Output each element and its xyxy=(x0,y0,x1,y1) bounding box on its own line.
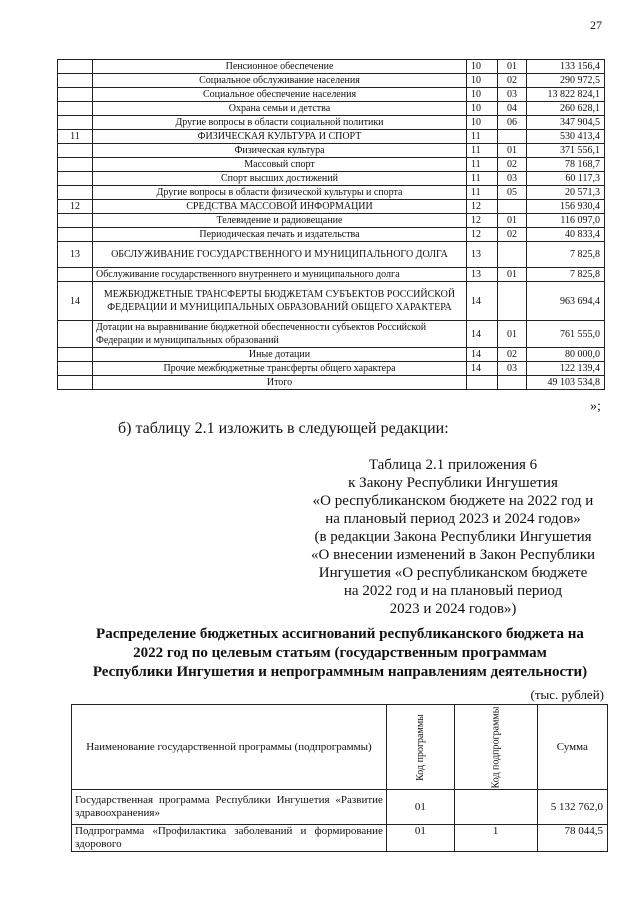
heading-line: Республики Ингушетия и непрограммным направлениям деятельности) xyxy=(92,664,588,680)
header-code-program-text: Код программы xyxy=(414,714,426,781)
section-sum: 13 822 824,1 xyxy=(527,88,605,102)
table-row xyxy=(58,144,605,158)
section-name: Периодическая печать и издательства xyxy=(93,228,467,242)
section-number xyxy=(58,158,93,172)
section-sum: 49 103 534,8 xyxy=(527,376,605,390)
caption-line: (в редакции Закона Республики Ингушетия xyxy=(314,529,592,545)
section-sum: 133 156,4 xyxy=(527,60,605,74)
section-name: Телевидение и радиовещание xyxy=(93,214,467,228)
section-code: 12 xyxy=(467,228,498,242)
section-sum: 371 556,1 xyxy=(527,144,605,158)
caption-line: на плановый период 2023 и 2024 годов» xyxy=(325,511,581,527)
section-name: МЕЖБЮДЖЕТНЫЕ ТРАНСФЕРТЫ БЮДЖЕТАМ СУБЪЕКТОВ РОССИЙСКОЙ ФЕДЕРАЦИИ И МУНИЦИПАЛЬНЫХ ОБРАЗОВАНИЙ ОБЩЕГО ХАРАКТЕРА xyxy=(93,282,467,321)
section-name: Социальное обслуживание населения xyxy=(93,74,467,88)
table-row xyxy=(58,282,605,321)
section-sum: 40 833,4 xyxy=(527,228,605,242)
section-number xyxy=(58,74,93,88)
program-sum: 78 044,5 xyxy=(537,825,607,852)
table-row xyxy=(58,228,605,242)
subsection-code: 02 xyxy=(498,74,527,88)
section-code: 13 xyxy=(467,242,498,268)
section-sum: 116 097,0 xyxy=(527,214,605,228)
section-name: Обслуживание государственного внутреннего и муниципального долга xyxy=(93,268,467,282)
section-number: 13 xyxy=(58,242,93,268)
table-row xyxy=(58,200,605,214)
subprogram-code xyxy=(454,790,537,825)
section-name: Спорт высших достижений xyxy=(93,172,467,186)
section-name: Дотации на выравнивание бюджетной обеспеченности субъектов Российской Федерации и муниципальных образований xyxy=(93,321,467,348)
section-heading xyxy=(70,625,610,682)
table-row xyxy=(58,321,605,348)
program-allocation-table xyxy=(71,704,608,852)
section-number: 14 xyxy=(58,282,93,321)
section-sum: 78 168,7 xyxy=(527,158,605,172)
subsection-code: 02 xyxy=(498,348,527,362)
section-sum: 7 825,8 xyxy=(527,268,605,282)
section-sum: 963 694,4 xyxy=(527,282,605,321)
program-name: Подпрограмма «Профилактика заболеваний и формирование здорового xyxy=(72,825,387,852)
table-row xyxy=(58,362,605,376)
section-sum: 290 972,5 xyxy=(527,74,605,88)
subsection-code: 02 xyxy=(498,228,527,242)
section-number xyxy=(58,88,93,102)
heading-line: 2022 год по целевым статьям (государственным программам xyxy=(133,645,547,661)
table-row xyxy=(58,214,605,228)
header-sum: Сумма xyxy=(537,705,607,790)
section-code: 12 xyxy=(467,200,498,214)
table-row xyxy=(58,172,605,186)
subsection-code: 01 xyxy=(498,60,527,74)
subsection-code xyxy=(498,130,527,144)
heading-line: Распределение бюджетных ассигнований республиканского бюджета на xyxy=(96,626,584,642)
table-caption-block xyxy=(300,456,606,618)
header-name: Наименование государственной программы (подпрограммы) xyxy=(72,705,387,790)
section-number xyxy=(58,172,93,186)
header-code-program xyxy=(386,705,454,790)
subsection-code: 06 xyxy=(498,116,527,130)
section-sum: 7 825,8 xyxy=(527,242,605,268)
subsection-code xyxy=(498,242,527,268)
section-number xyxy=(58,348,93,362)
budget-sections-table xyxy=(57,59,605,390)
section-sum: 156 930,4 xyxy=(527,200,605,214)
header-code-subprogram xyxy=(454,705,537,790)
section-name: ОБСЛУЖИВАНИЕ ГОСУДАРСТВЕННОГО И МУНИЦИПАЛЬНОГО ДОЛГА xyxy=(93,242,467,268)
caption-line: 2023 и 2024 годов») xyxy=(389,601,517,617)
section-code: 14 xyxy=(467,282,498,321)
caption-line: «О республиканском бюджете на 2022 год и xyxy=(312,493,594,509)
section-number xyxy=(58,228,93,242)
subsection-code: 01 xyxy=(498,214,527,228)
table-row xyxy=(58,186,605,200)
subsection-code: 05 xyxy=(498,186,527,200)
subsection-code: 03 xyxy=(498,172,527,186)
subsection-code xyxy=(498,282,527,321)
program-sum: 5 132 762,0 xyxy=(537,790,607,825)
program-code: 01 xyxy=(386,825,454,852)
section-number xyxy=(58,186,93,200)
subsection-code: 01 xyxy=(498,268,527,282)
section-number xyxy=(58,214,93,228)
section-code: 11 xyxy=(467,172,498,186)
section-name: Итого xyxy=(93,376,467,390)
section-name: Массовый спорт xyxy=(93,158,467,172)
section-code: 13 xyxy=(467,268,498,282)
section-sum: 20 571,3 xyxy=(527,186,605,200)
subsection-code: 03 xyxy=(498,88,527,102)
section-number xyxy=(58,144,93,158)
table-row xyxy=(72,825,608,852)
section-number: 11 xyxy=(58,130,93,144)
section-sum: 761 555,0 xyxy=(527,321,605,348)
section-name: Другие вопросы в области социальной политики xyxy=(93,116,467,130)
table-row xyxy=(58,60,605,74)
closing-quote: »; xyxy=(590,399,601,414)
section-name: Социальное обеспечение населения xyxy=(93,88,467,102)
section-name: ФИЗИЧЕСКАЯ КУЛЬТУРА И СПОРТ xyxy=(93,130,467,144)
subsection-code: 04 xyxy=(498,102,527,116)
table-row xyxy=(58,74,605,88)
table-row xyxy=(58,88,605,102)
caption-line: Ингушетия «О республиканском бюджете xyxy=(318,565,588,581)
subsection-code xyxy=(498,200,527,214)
caption-line: «О внесении изменений в Закон Республики xyxy=(310,547,596,563)
table-row xyxy=(58,130,605,144)
section-name: Иные дотации xyxy=(93,348,467,362)
section-code: 14 xyxy=(467,321,498,348)
table-row xyxy=(58,268,605,282)
section-number xyxy=(58,60,93,74)
program-name: Государственная программа Республики Ингушетия «Развитие здравоохранения» xyxy=(72,790,387,825)
section-code xyxy=(467,376,498,390)
table-row xyxy=(58,242,605,268)
section-code: 10 xyxy=(467,60,498,74)
instruction-text: б) таблицу 2.1 изложить в следующей редакции: xyxy=(118,420,449,437)
table-header-row xyxy=(72,705,608,790)
subsection-code: 01 xyxy=(498,321,527,348)
section-number: 12 xyxy=(58,200,93,214)
section-code: 14 xyxy=(467,362,498,376)
section-sum: 80 000,0 xyxy=(527,348,605,362)
section-name: СРЕДСТВА МАССОВОЙ ИНФОРМАЦИИ xyxy=(93,200,467,214)
section-number xyxy=(58,362,93,376)
subsection-code xyxy=(498,376,527,390)
section-number xyxy=(58,376,93,390)
caption-line: на 2022 год и на плановый период xyxy=(343,583,563,599)
section-code: 11 xyxy=(467,186,498,200)
table-row xyxy=(58,376,605,390)
section-code: 11 xyxy=(467,130,498,144)
section-code: 11 xyxy=(467,158,498,172)
table-row xyxy=(58,116,605,130)
section-name: Другие вопросы в области физической культуры и спорта xyxy=(93,186,467,200)
subsection-code: 02 xyxy=(498,158,527,172)
section-sum: 347 904,5 xyxy=(527,116,605,130)
subsection-code: 01 xyxy=(498,144,527,158)
section-sum: 122 139,4 xyxy=(527,362,605,376)
section-code: 10 xyxy=(467,74,498,88)
section-code: 10 xyxy=(467,88,498,102)
units-label: (тыс. рублей) xyxy=(530,687,604,702)
section-sum: 530 413,4 xyxy=(527,130,605,144)
section-name: Пенсионное обеспечение xyxy=(93,60,467,74)
section-code: 11 xyxy=(467,144,498,158)
section-number xyxy=(58,268,93,282)
table-row xyxy=(58,102,605,116)
caption-line: Таблица 2.1 приложения 6 xyxy=(368,457,538,473)
section-number xyxy=(58,102,93,116)
subprogram-code: 1 xyxy=(454,825,537,852)
section-number xyxy=(58,116,93,130)
section-name: Прочие межбюджетные трансферты общего характера xyxy=(93,362,467,376)
section-code: 10 xyxy=(467,116,498,130)
table-row xyxy=(58,348,605,362)
page-number: 27 xyxy=(590,18,602,32)
section-code: 12 xyxy=(467,214,498,228)
table-row xyxy=(72,790,608,825)
subsection-code: 03 xyxy=(498,362,527,376)
section-name: Охрана семьи и детства xyxy=(93,102,467,116)
section-sum: 60 117,3 xyxy=(527,172,605,186)
section-sum: 260 628,1 xyxy=(527,102,605,116)
section-code: 14 xyxy=(467,348,498,362)
header-code-subprogram-text: Код подпрограммы xyxy=(490,706,502,789)
program-code: 01 xyxy=(386,790,454,825)
table-row xyxy=(58,158,605,172)
section-number xyxy=(58,321,93,348)
caption-line: к Закону Республики Ингушетия xyxy=(348,475,558,491)
section-code: 10 xyxy=(467,102,498,116)
section-name: Физическая культура xyxy=(93,144,467,158)
